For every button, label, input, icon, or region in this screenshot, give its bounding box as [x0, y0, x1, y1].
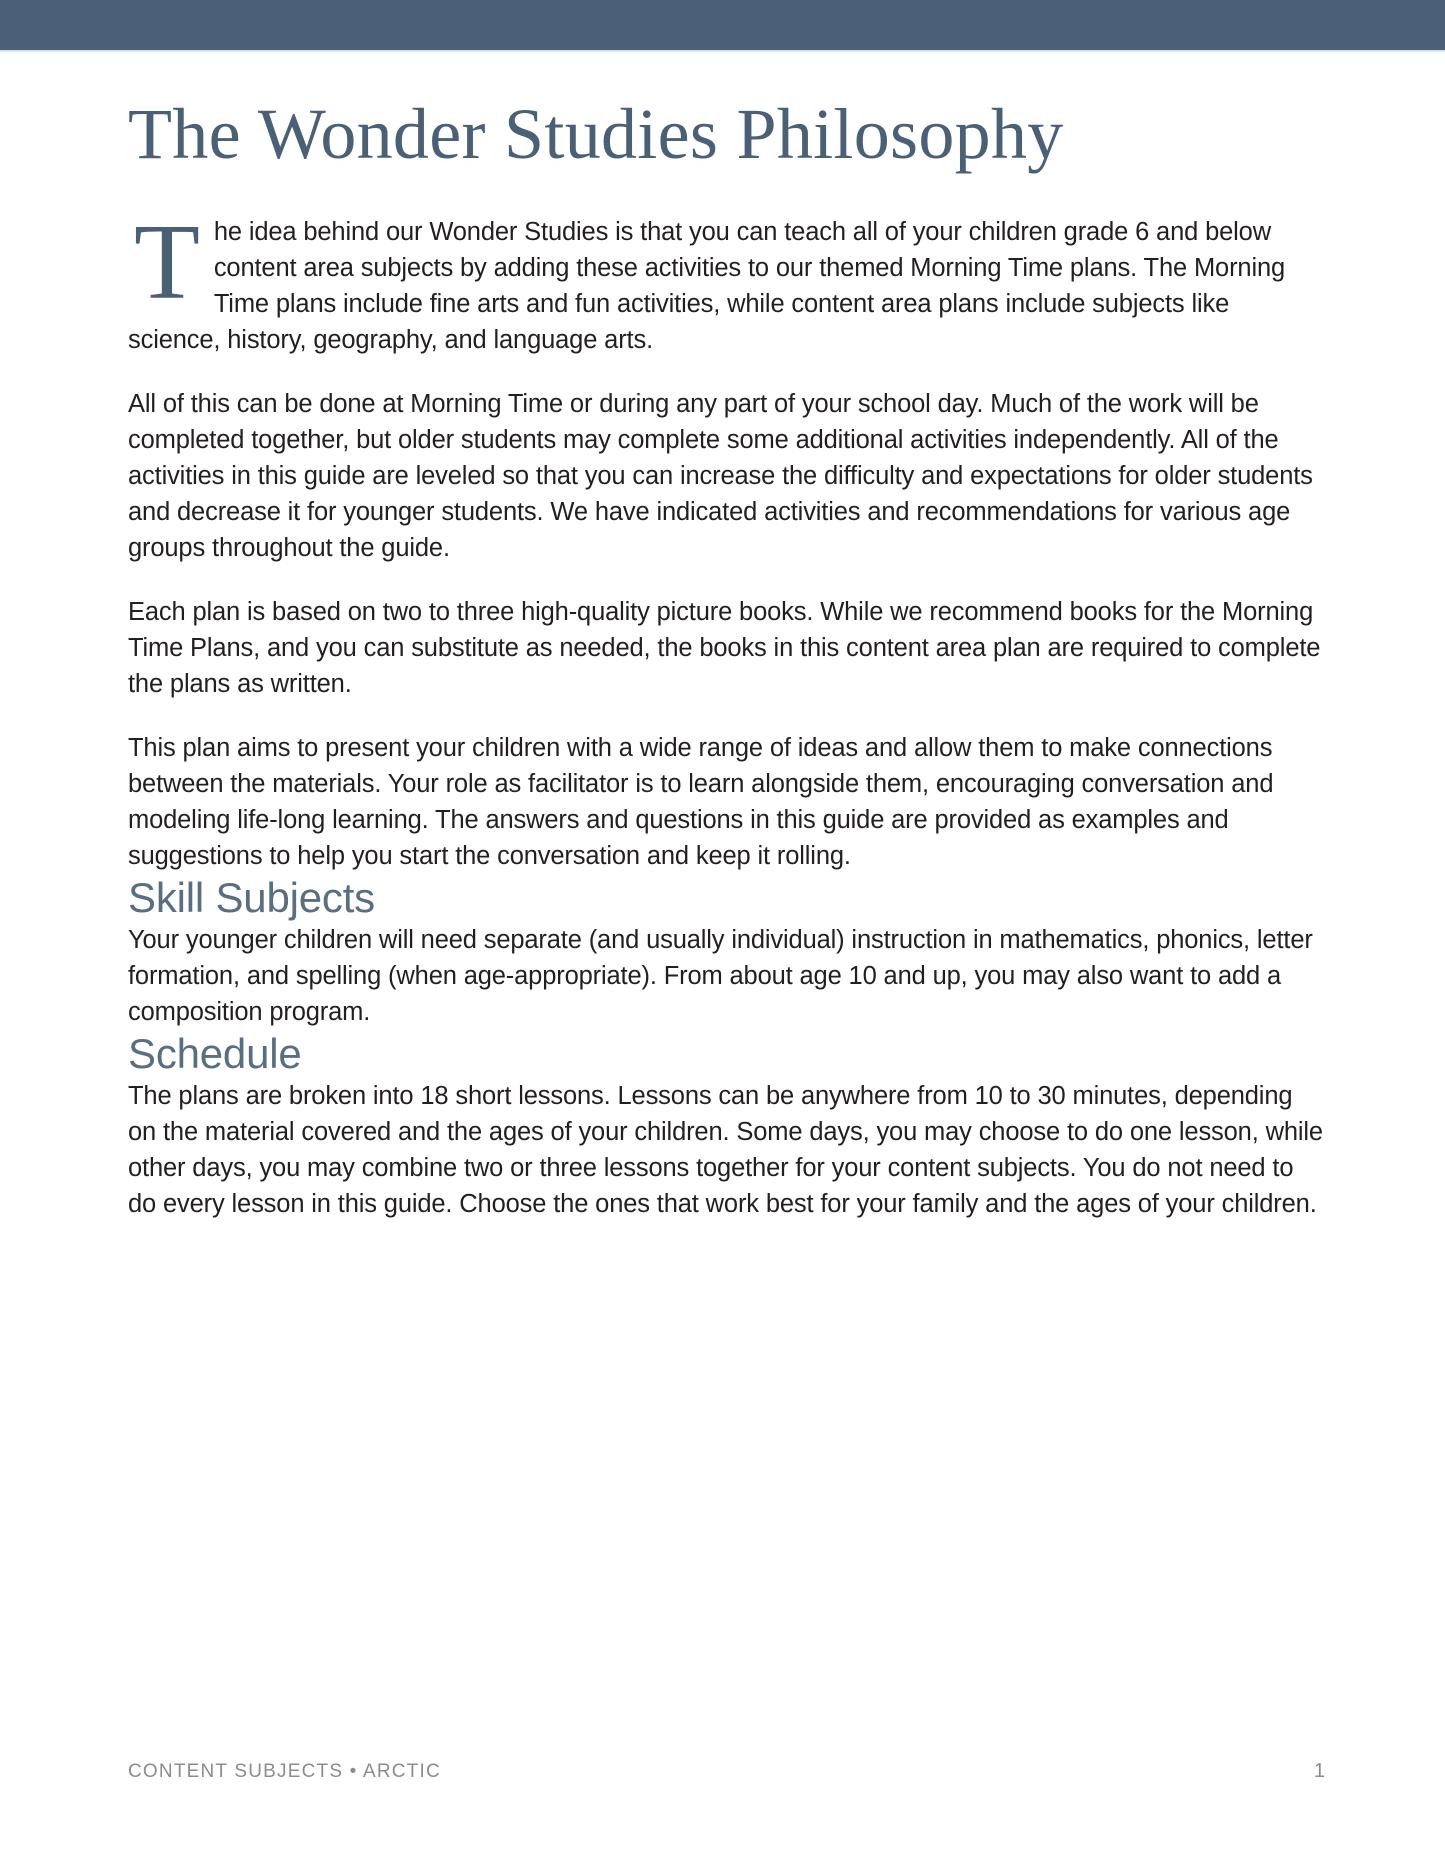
footer-page-number: 1 — [1313, 1760, 1325, 1782]
page-content — [128, 0, 1323, 1222]
page-title: The Wonder Studies Philosophy — [128, 94, 1064, 174]
section-body-skill-subjects: Your younger children will need separate (and usually individual) instruction in mathematics, phonics, letter formation, and spelling (when age-appropriate). From about age 10 and up, you may also want to add a composition program. — [128, 926, 1313, 1026]
intro-paragraph-1 — [128, 203, 1323, 358]
section-heading-skill-subjects: Skill Subjects — [128, 874, 375, 921]
section-heading-schedule: Schedule — [128, 1030, 302, 1077]
footer-document-label: CONTENT SUBJECTS • ARCTIC — [128, 1761, 441, 1782]
section-body-schedule: The plans are broken into 18 short lessons. Lessons can be anywhere from 10 to 30 minutes, depending on the material covered and the ages of your children. Some days, you may choose to do one lesson, while other days, you may combine two or three lessons together for your content subjects. You do not need to do every lesson in this guide. Choose the ones that work best for your family and the ages of your children. — [128, 1082, 1323, 1218]
section-schedule — [128, 1030, 1323, 1222]
intro-section — [128, 203, 1323, 874]
intro-paragraph-2: All of this can be done at Morning Time or during any part of your school day. Much of the work will be completed together, but older students may complete some additional activities independently. All of the activities in this guide are leveled so that you can increase the difficulty and expectations for older students and decrease it for younger students. We have indicated activities and recommendations for various age groups throughout the guide. — [128, 390, 1313, 562]
section-skill-subjects — [128, 874, 1323, 1030]
drop-cap-letter: T — [134, 203, 200, 322]
intro-paragraph-4: This plan aims to present your children with a wide range of ideas and allow them to make connections between the materials. Your role as facilitator is to learn alongside them, encouraging conversation and modeling life-long learning. The answers and questions in this guide are provided as examples and suggestions to help you start the conversation and keep it rolling. — [128, 734, 1274, 870]
page-footer — [128, 1760, 1325, 1783]
intro-paragraph-3: Each plan is based on two to three high-quality picture books. While we recommend books for the Morning Time Plans, and you can substitute as needed, the books in this content area plan are required to complete the plans as written. — [128, 598, 1321, 698]
intro-paragraph-1-text: he idea behind our Wonder Studies is that you can teach all of your children grade 6 and below content area subjects by adding these activities to our themed Morning Time plans. The Morning Time plans include fine arts and fun activities, while content area plans include subjects like science, history, geography, and language arts. — [128, 218, 1286, 354]
